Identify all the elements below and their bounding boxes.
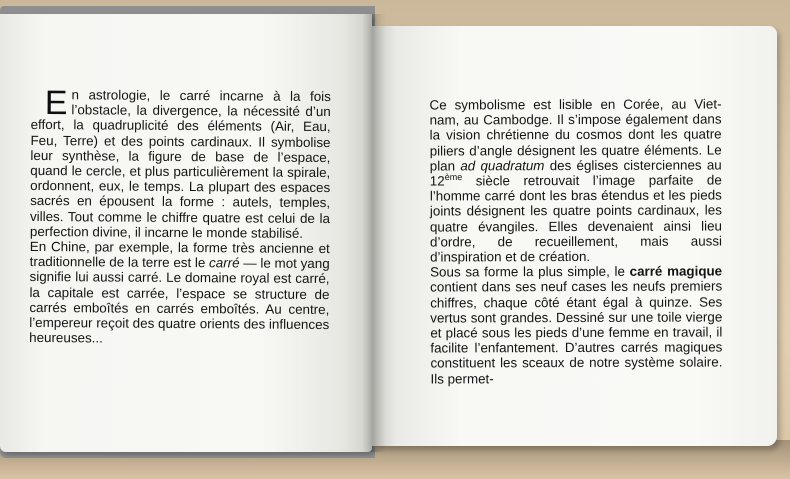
right-paragraph-2 [430, 264, 722, 387]
right-paragraph-2-bold: carré magique [629, 263, 723, 280]
left-paragraph-1-text: n astrologie, le carré incarne à la fois l’obstacle, la divergence, la nécessité d’un effort, la quadruplicité des éléments (Air, Eau, Feu, Terre) et des points cardinaux. Il symbolise leur synthèse, la figure de base de l’espace, quand le cercle, et plus particulièrement la spirale, ordonnent, eux, le temps. La plupart des espaces sacrés en épousent la forme : autels, temples, villes. Tout comme le chiffre quatre est celui de la perfection divine, il incarne le monde stabilisé. [29, 87, 331, 241]
right-paragraph-2-text-b: contient dans ses neuf cases les neufs premiers chiffres, chaque côté étant égal à quinze. Ses vertus sont grandes. Dessiné sur une toile vierge et placé sous les pieds d’une femme en travail, il facilite l’enfantement. D’autres carrés magiques constituent les sceaux de notre système solaire. Ils permet- [430, 278, 723, 387]
left-paragraph-1 [29, 84, 331, 241]
drop-cap-letter: E [44, 84, 68, 123]
right-paragraph-2-text-a: Sous sa forme la plus simple, le [430, 264, 630, 280]
left-paragraph-2-text-a: En Chine, par exemple, la forme très ancienne et traditionnelle de la terre est le [29, 238, 330, 271]
right-paragraph-1-text-a: Ce symbolisme est lisible en Corée, au Viet-nam, au Cambodge. Il s’impose également dans la vision chrétienne du cosmos dont les quatre piliers d’angle désignent les quatre éléments. Le plan [429, 96, 722, 174]
left-paragraph-2-italic: carré [209, 255, 240, 271]
right-paragraph-1-superscript: ème [444, 171, 463, 183]
left-paragraph-2-text-b: — le mot yang signifie lui aussi carré. Le domaine royal est carré, la capitale est carrée, l’espace se structure de carrés emboîtés en carrés emboîtés. Au centre, l’empereur reçoit des quatre orients des influences heureuses... [29, 255, 330, 346]
left-page-text [29, 84, 331, 348]
right-paragraph-1-text-b: des églises cisterciennes au 12 [429, 157, 722, 189]
left-paragraph-2 [29, 239, 330, 348]
right-paragraph-1 [429, 96, 722, 264]
right-page-text [429, 96, 722, 386]
right-paragraph-1-text-c: siècle retrouvait l’image parfaite de l’homme carré dont les bras étendus et les pieds joints désignent les quatre points cardinaux, les quatre évangiles. Elles devenaient ainsi lieu d’ordre, de recueillement, mais aussi d’inspiration et de création. [429, 172, 723, 265]
book-gutter [362, 14, 386, 452]
right-paragraph-1-italic: ad quadratum [460, 157, 545, 174]
